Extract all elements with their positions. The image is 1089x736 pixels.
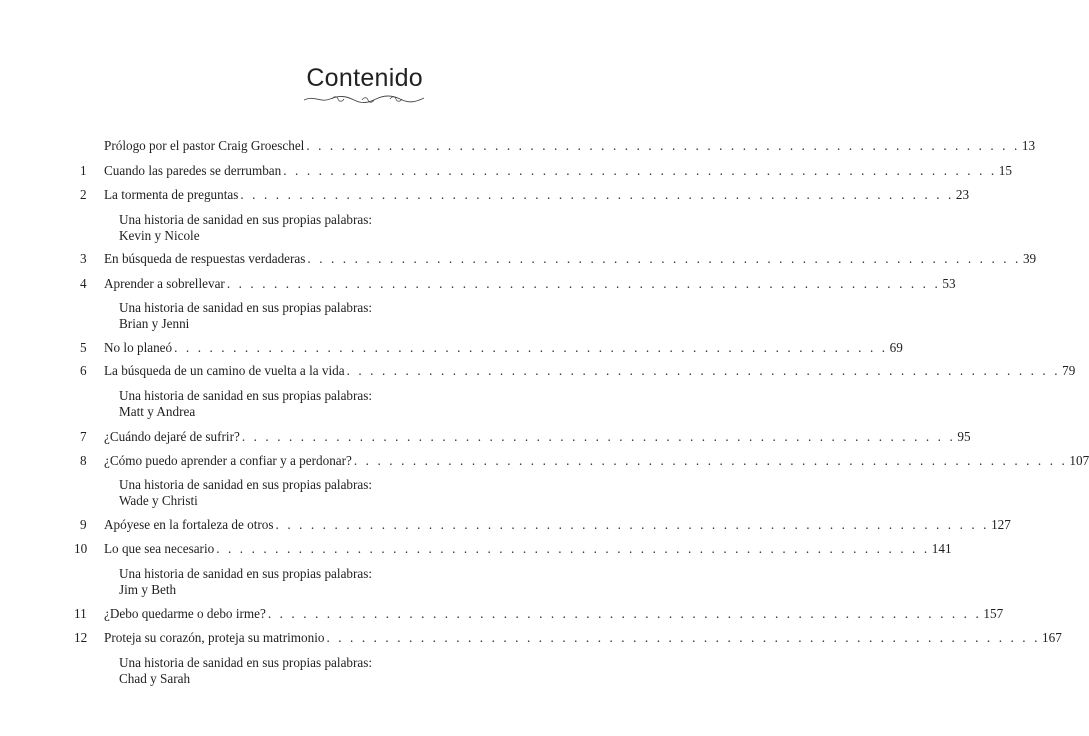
dot-leader: . . . . . . . . . . . . . . . . . . . . . . . . . . . . . . . . . . . . . . . . . . . . . . . . . . . . . . . . . . . . . bbox=[240, 187, 954, 202]
toc-entry-9[interactable] bbox=[80, 516, 1011, 534]
story-line: Una historia de sanidad en sus propias palabras: bbox=[119, 566, 373, 581]
page-number: 141 bbox=[931, 541, 952, 556]
chapter-number: 11 bbox=[74, 606, 87, 621]
toc-entry-2[interactable] bbox=[80, 186, 970, 204]
dot-leader: . . . . . . . . . . . . . . . . . . . . . . . . . . . . . . . . . . . . . . . . . . . . . . . . . . . . . . . . . . . . . bbox=[216, 541, 930, 556]
dot-leader: . . . . . . . . . . . . . . . . . . . . . . . . . . . . . . . . . . . . . . . . . . . . . . . . . . . . . . . . . . . . . bbox=[174, 340, 888, 355]
chapter-title: La búsqueda de un camino de vuelta a la vida bbox=[104, 363, 345, 378]
chapter-number: 4 bbox=[80, 276, 87, 291]
story-line: Una historia de sanidad en sus propias palabras: bbox=[119, 655, 373, 670]
page-number: 53 bbox=[942, 276, 956, 291]
chapter-title: Cuando las paredes se derrumban bbox=[104, 163, 282, 178]
page-number: 107 bbox=[1069, 453, 1089, 468]
chapter-title: ¿Debo quedarme o debo irme? bbox=[104, 606, 266, 621]
dot-leader: . . . . . . . . . . . . . . . . . . . . . . . . . . . . . . . . . . . . . . . . . . . . . . . . . . . . . . . . . . . . . bbox=[326, 630, 1040, 645]
story-line: Una historia de sanidad en sus propias palabras: bbox=[119, 212, 373, 227]
chapter-number: 1 bbox=[80, 163, 87, 178]
dot-leader: . . . . . . . . . . . . . . . . . . . . . . . . . . . . . . . . . . . . . . . . . . . . . . . . . . . . . . . . . . . . . bbox=[346, 363, 1061, 378]
page-number: 13 bbox=[1021, 138, 1036, 153]
story-couple: Kevin y Nicole bbox=[119, 228, 200, 243]
story-couple: Chad y Sarah bbox=[119, 671, 191, 686]
page-number: 127 bbox=[991, 517, 1011, 532]
page-number: 15 bbox=[998, 163, 1012, 178]
chapter-number: 3 bbox=[80, 251, 87, 266]
dot-leader: . . . . . . . . . . . . . . . . . . . . . . . . . . . . . . . . . . . . . . . . . . . . . . . . . . . . . . . . . . . . . bbox=[275, 517, 990, 532]
chapter-title: Lo que sea necesario bbox=[104, 541, 215, 556]
chapter-title: La tormenta de preguntas bbox=[104, 187, 239, 202]
chapter-title: Apóyese en la fortaleza de otros bbox=[104, 517, 274, 532]
toc-entry-prologue[interactable] bbox=[80, 137, 1036, 155]
story-couple: Matt y Andrea bbox=[119, 404, 196, 419]
chapter-number: 12 bbox=[74, 630, 88, 645]
story-line: Una historia de sanidad en sus propias palabras: bbox=[119, 388, 373, 403]
toc-entry-4[interactable] bbox=[80, 275, 956, 293]
toc-entry-6[interactable] bbox=[80, 362, 1076, 380]
dot-leader: . . . . . . . . . . . . . . . . . . . . . . . . . . . . . . . . . . . . . . . . . . . . . . . . . . . . . . . . . . . . . bbox=[241, 429, 956, 444]
story-line: Una historia de sanidad en sus propias palabras: bbox=[119, 477, 373, 492]
story-couple: Jim y Beth bbox=[119, 582, 177, 597]
dot-leader: . . . . . . . . . . . . . . . . . . . . . . . . . . . . . . . . . . . . . . . . . . . . . . . . . . . . . . . . . . . . . bbox=[306, 138, 1020, 153]
chapter-title: Aprender a sobrellevar bbox=[104, 276, 225, 291]
dot-leader: . . . . . . . . . . . . . . . . . . . . . . . . . . . . . . . . . . . . . . . . . . . . . . . . . . . . . . . . . . . . . bbox=[226, 276, 941, 291]
page-number: 79 bbox=[1062, 363, 1076, 378]
page-number: 167 bbox=[1042, 630, 1062, 645]
page-number: 69 bbox=[889, 340, 903, 355]
page-number: 39 bbox=[1022, 251, 1037, 266]
flourish-ornament bbox=[302, 94, 426, 104]
toc-entry-5[interactable] bbox=[80, 339, 903, 357]
dot-leader: . . . . . . . . . . . . . . . . . . . . . . . . . . . . . . . . . . . . . . . . . . . . . . . . . . . . . . . . . . . . . bbox=[267, 606, 982, 621]
chapter-number: 7 bbox=[80, 429, 87, 444]
page-number: 95 bbox=[957, 429, 971, 444]
chapter-title: ¿Cuándo dejaré de sufrir? bbox=[104, 429, 240, 444]
toc-entry-3[interactable] bbox=[80, 250, 1037, 268]
toc-entry-7[interactable] bbox=[80, 428, 971, 446]
toc-entry-8[interactable] bbox=[80, 452, 1089, 470]
chapter-number: 2 bbox=[80, 187, 87, 202]
page-number: 23 bbox=[955, 187, 970, 202]
dot-leader: . . . . . . . . . . . . . . . . . . . . . . . . . . . . . . . . . . . . . . . . . . . . . . . . . . . . . . . . . . . . . bbox=[283, 163, 997, 178]
page-number: 157 bbox=[983, 606, 1004, 621]
chapter-number: 8 bbox=[80, 453, 87, 468]
chapter-number: 10 bbox=[74, 541, 88, 556]
story-couple: Wade y Christi bbox=[119, 493, 198, 508]
chapter-number: 6 bbox=[80, 363, 87, 378]
story-couple: Brian y Jenni bbox=[119, 316, 190, 331]
toc-entry-11[interactable] bbox=[74, 605, 1004, 623]
chapter-title: Prólogo por el pastor Craig Groeschel bbox=[104, 138, 305, 153]
dot-leader: . . . . . . . . . . . . . . . . . . . . . . . . . . . . . . . . . . . . . . . . . . . . . . . . . . . . . . . . . . . . . bbox=[307, 251, 1021, 266]
chapter-number: 5 bbox=[80, 340, 87, 355]
toc-entry-1[interactable] bbox=[80, 162, 1012, 180]
chapter-number: 9 bbox=[80, 517, 87, 532]
story-line: Una historia de sanidad en sus propias palabras: bbox=[119, 300, 373, 315]
chapter-title: No lo planeó bbox=[104, 340, 173, 355]
chapter-title: ¿Cómo puedo aprender a confiar y a perdonar? bbox=[104, 453, 352, 468]
page-title: Contenido bbox=[306, 64, 423, 92]
chapter-title: En búsqueda de respuestas verdaderas bbox=[104, 251, 306, 266]
toc-entry-10[interactable] bbox=[74, 540, 952, 558]
toc-entry-12[interactable] bbox=[74, 629, 1062, 647]
chapter-title: Proteja su corazón, proteja su matrimonio bbox=[104, 630, 325, 645]
dot-leader: . . . . . . . . . . . . . . . . . . . . . . . . . . . . . . . . . . . . . . . . . . . . . . . . . . . . . . . . . . . . . bbox=[353, 453, 1068, 468]
